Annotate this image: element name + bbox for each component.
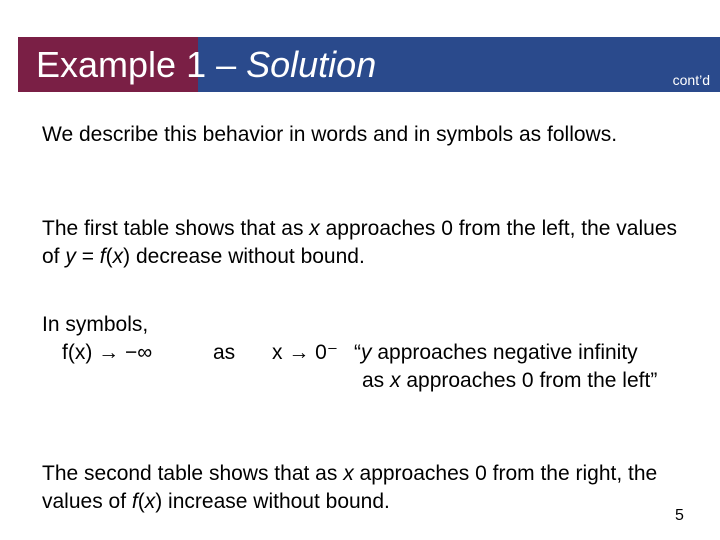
paragraph-first-table: The first table shows that as x approaches 0 from the left, the values of y = f(x) decrease without bound. [42, 217, 678, 268]
as-word: as [213, 341, 236, 364]
paragraph-intro: We describe this behavior in words and in symbols as follows. [42, 123, 618, 146]
x-approaches-zero-left: x → 0⁻ [272, 341, 338, 364]
continued-label: cont’d [672, 72, 710, 88]
paragraph-second-table: The second table shows that as x approaches 0 from the right, the values of f(x) increase without bound. [42, 462, 658, 513]
paragraph-in-symbols: In symbols, [42, 313, 149, 336]
page-number: 5 [675, 507, 684, 524]
title-bar [18, 37, 720, 92]
limit-expression: f(x) → −∞ [62, 341, 153, 364]
slide-title: Example 1 – Solution [36, 44, 377, 85]
limit-verbal-description: “y approaches negative infinity as x approaches 0 from the left” [354, 341, 658, 392]
